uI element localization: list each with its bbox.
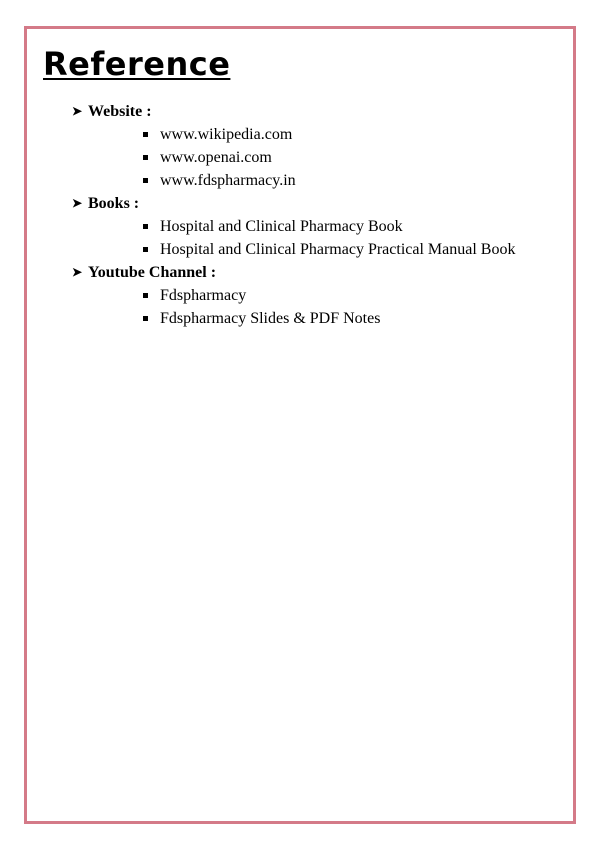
list-item	[72, 284, 562, 307]
section-youtube-channel	[72, 261, 562, 330]
list-item-label: Fdspharmacy	[160, 287, 247, 304]
list-item-label: Hospital and Clinical Pharmacy Book	[160, 218, 403, 235]
arrow-bullet-icon: ➤	[72, 196, 83, 210]
square-bullet-icon	[143, 155, 148, 160]
square-bullet-icon	[143, 247, 148, 252]
list-item	[72, 307, 562, 330]
page-title: Reference	[43, 45, 231, 83]
square-bullet-icon	[143, 316, 148, 321]
section-heading	[72, 192, 562, 215]
section-heading-label: Books :	[88, 195, 140, 212]
section-website	[72, 100, 562, 192]
section-heading-label: Website :	[88, 103, 152, 120]
list-item	[72, 215, 562, 238]
square-bullet-icon	[143, 178, 148, 183]
list-item	[72, 123, 562, 146]
square-bullet-icon	[143, 224, 148, 229]
list-item-label: Hospital and Clinical Pharmacy Practical Manual Book	[160, 241, 516, 258]
list-item	[72, 169, 562, 192]
section-items	[72, 284, 562, 330]
arrow-bullet-icon: ➤	[72, 104, 83, 118]
list-item	[72, 146, 562, 169]
list-item-label: www.fdspharmacy.in	[160, 172, 296, 189]
section-heading	[72, 261, 562, 284]
square-bullet-icon	[143, 293, 148, 298]
list-item-label: www.openai.com	[160, 149, 272, 166]
list-item-label: www.wikipedia.com	[160, 126, 293, 143]
section-heading	[72, 100, 562, 123]
list-item-label: Fdspharmacy Slides & PDF Notes	[160, 310, 381, 327]
section-heading-label: Youtube Channel :	[88, 264, 217, 281]
list-item	[72, 238, 562, 261]
section-books	[72, 192, 562, 261]
section-items	[72, 215, 562, 261]
reference-list	[72, 100, 562, 330]
square-bullet-icon	[143, 132, 148, 137]
section-items	[72, 123, 562, 192]
arrow-bullet-icon: ➤	[72, 265, 83, 279]
